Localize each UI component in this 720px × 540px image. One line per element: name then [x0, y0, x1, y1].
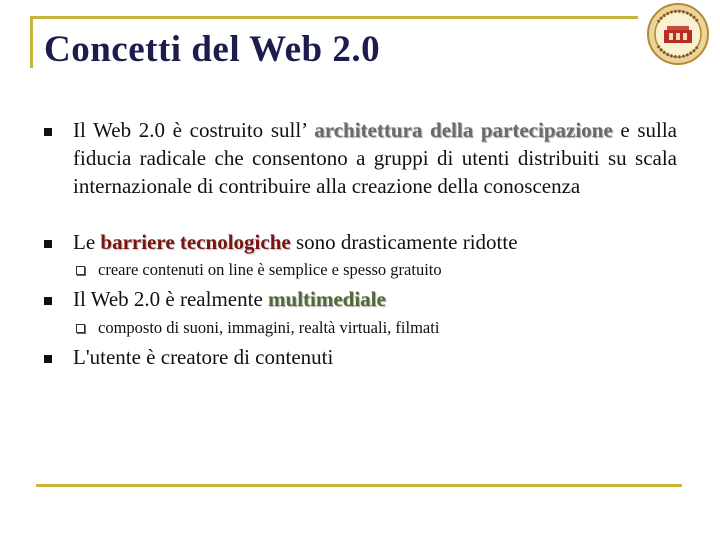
hollow-square-bullet-icon	[76, 324, 85, 333]
square-bullet-icon	[44, 240, 52, 248]
sub-bullet-text-3: composto di suoni, immagini, realtà virtuali, filmati	[98, 318, 440, 337]
bullet-text-2-pre: Le	[73, 230, 101, 254]
square-bullet-icon	[44, 128, 52, 136]
square-bullet-icon	[44, 297, 52, 305]
bullet-text-3-highlight: multimediale	[268, 287, 386, 311]
title-frame-top-rule	[30, 16, 638, 19]
bullet-text-1-post: e sulla fiducia radicale che consentono a gruppi di utenti distribuiti su scala internazionale di contribuire alla creazione della conoscenza	[73, 118, 677, 198]
bullet-text-3-pre: Il Web 2.0 è realmente	[73, 287, 269, 311]
hollow-square-bullet-icon	[76, 266, 85, 275]
bullet-text-2-highlight: barriere tecnologiche	[100, 230, 291, 254]
bullet-text-1	[73, 116, 677, 200]
bullet-text-2	[73, 228, 518, 256]
bullet-text-1-highlight: architettura della partecipazione	[314, 118, 613, 142]
university-seal-logo	[646, 2, 710, 66]
bullet-text-1-pre: Il Web 2.0 è costruito sull’	[73, 118, 315, 142]
footer-rule	[36, 484, 682, 487]
bullet-text-3	[73, 285, 386, 313]
slide-title: Concetti del Web 2.0	[44, 29, 381, 70]
bullet-text-4: L'utente è creatore di contenuti	[73, 345, 334, 369]
sub-bullet-text-2: creare contenuti on line è semplice e spesso gratuito	[98, 260, 442, 279]
bullet-text-2-post: sono drasticamente ridotte	[290, 230, 518, 254]
title-frame-vertical-rule	[30, 16, 33, 68]
square-bullet-icon	[44, 355, 52, 363]
